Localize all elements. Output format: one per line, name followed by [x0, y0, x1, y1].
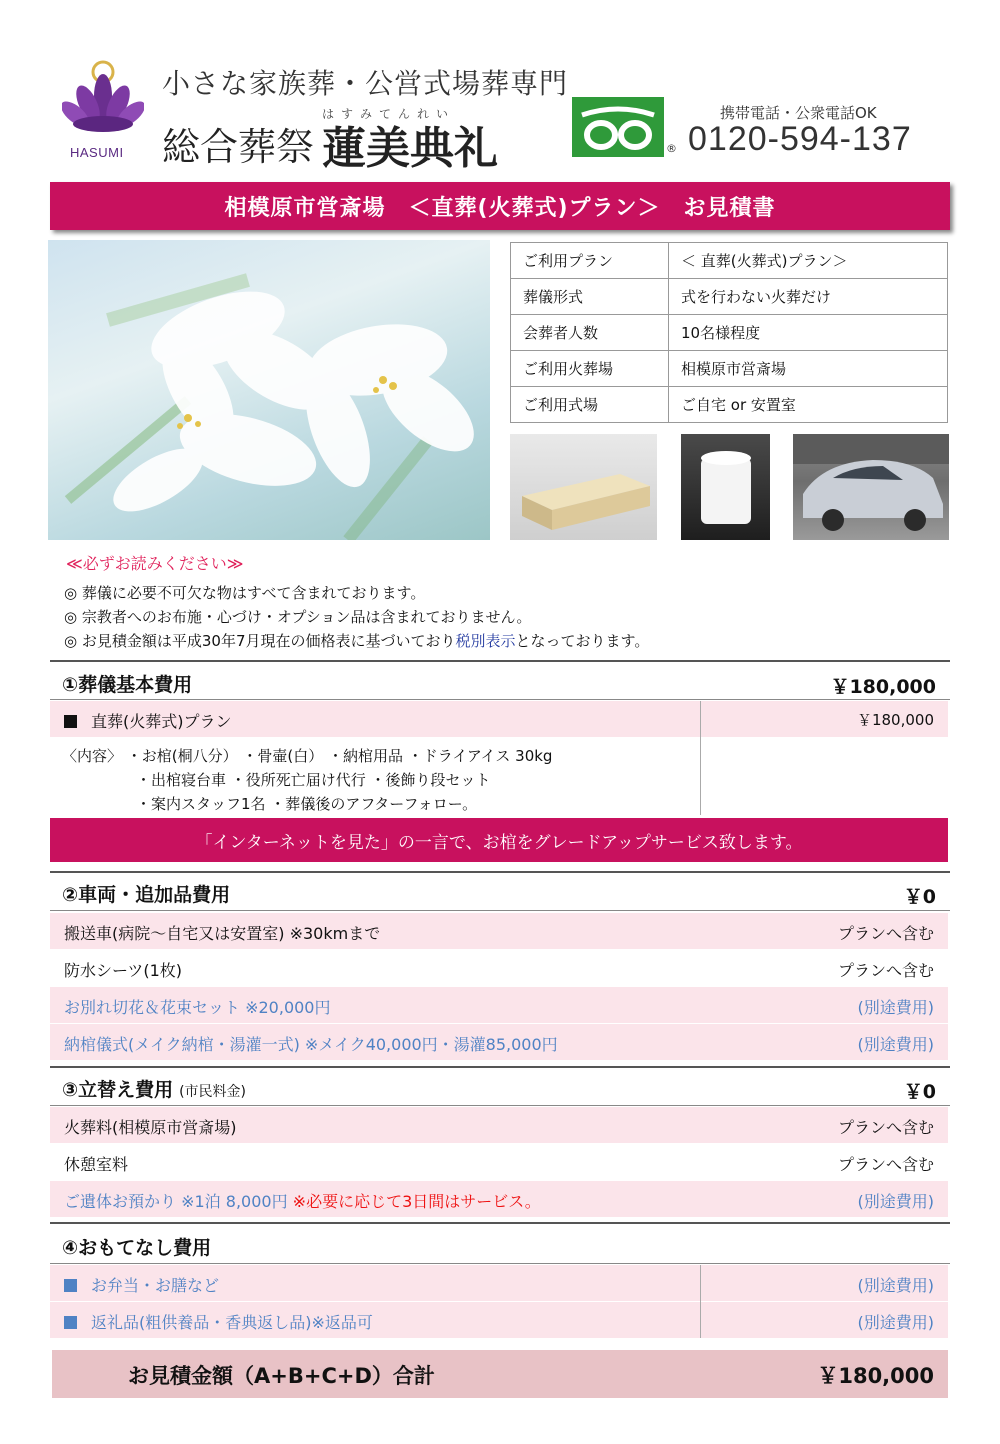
- table-row: [50, 1265, 948, 1301]
- table-row: [50, 1107, 948, 1143]
- service-note: ※必要に応じて3日間はサービス。: [292, 1192, 541, 1211]
- plan-value: 式を行わない火葬だけ: [669, 279, 948, 315]
- plan-summary-table: [510, 242, 948, 423]
- row-label: [64, 1189, 541, 1212]
- notice-title: ≪必ずお読みください≫: [66, 554, 244, 573]
- table-row: [511, 315, 948, 351]
- section-heading: ②車両・追加品費用: [62, 884, 231, 906]
- item-price: ￥180,000: [856, 711, 934, 729]
- table-row: [50, 701, 948, 737]
- total-value: ￥180,000: [817, 1364, 934, 1388]
- row-label-text: 返礼品(粗供養品・香典返し品)※返品可: [91, 1313, 373, 1332]
- row-value: (別途費用): [857, 1276, 934, 1295]
- square-bullet-icon: [64, 1279, 77, 1292]
- section-heading: [62, 1075, 246, 1102]
- notice-line: ◎ 宗教者へのお布施・心づけ・オプション品は含まれておりません。: [64, 608, 532, 626]
- total-label: お見積金額（A+B+C+D）合計: [128, 1364, 435, 1388]
- plan-contents: [50, 737, 948, 815]
- row-label: お別れ切花＆花束セット ※20,000円: [64, 998, 331, 1017]
- lily-flower-icon: [48, 240, 490, 540]
- square-bullet-icon: [64, 715, 77, 728]
- total-bar: [52, 1350, 948, 1398]
- plan-key: ご利用式場: [511, 387, 669, 423]
- table-row: [50, 950, 948, 986]
- row-label: 納棺儀式(メイク納棺・湯灌一式) ※メイク40,000円・湯灌85,000円: [64, 1035, 558, 1054]
- phone-number[interactable]: 0120-594-137: [688, 120, 912, 158]
- page-title: 相模原市営斎場 ＜直葬(火葬式)プラン＞ お見積書: [224, 195, 776, 221]
- divider: [50, 910, 950, 911]
- brand-ruby: はすみてんれい: [322, 107, 456, 121]
- divider: [50, 660, 950, 662]
- plan-value: 10名様程度: [669, 315, 948, 351]
- notice-line: [64, 630, 649, 651]
- row-value: (別途費用): [857, 1313, 934, 1332]
- notice-text: となっております。: [515, 632, 650, 650]
- row-value: (別途費用): [857, 998, 934, 1017]
- hearse-car-photo: [793, 434, 949, 540]
- row-value: プランへ含む: [837, 1118, 934, 1137]
- table-row: [50, 1024, 948, 1060]
- divider: [50, 1263, 950, 1264]
- row-label-text: ご遺体お預かり ※1泊 8,000円: [64, 1192, 288, 1211]
- table-row: [50, 987, 948, 1023]
- row-value: (別途費用): [857, 1035, 934, 1054]
- section-amount: ￥0: [903, 886, 936, 908]
- table-row: [50, 1302, 948, 1338]
- row-label: [64, 1273, 219, 1296]
- plan-value: ＜ 直葬(火葬式)プラン＞: [669, 243, 948, 279]
- square-bullet-icon: [64, 1316, 77, 1329]
- plan-key: ご利用プラン: [511, 243, 669, 279]
- section-amount: ￥0: [903, 1081, 936, 1103]
- item-label: 直葬(火葬式)プラン: [91, 712, 232, 731]
- promo-text: 「インターネットを見た」の一言で、お棺をグレードアップサービス致します。: [195, 832, 803, 853]
- section-subtitle: (市民料金): [179, 1084, 247, 1100]
- table-row: [50, 1181, 948, 1217]
- divider: [50, 1105, 950, 1106]
- registered-mark: ®: [666, 142, 677, 155]
- plan-value: 相模原市営斎場: [669, 351, 948, 387]
- row-label: 火葬料(相模原市営斎場): [64, 1118, 237, 1137]
- row-value: プランへ含む: [837, 961, 934, 980]
- notice-text: ◎ お見積金額は平成30年7月現在の価格表に基づいており: [64, 632, 456, 650]
- content-line: ・案内スタッフ1名 ・葬儀後のアフターフォロー。: [136, 795, 478, 813]
- promo-banner: [50, 818, 948, 862]
- row-label: 搬送車(病院～自宅又は安置室) ※30kmまで: [64, 924, 381, 943]
- tax-note: 税別表示: [455, 632, 516, 650]
- freedial-icon: [572, 97, 664, 157]
- table-row: [50, 913, 948, 949]
- column-divider: [700, 1265, 701, 1338]
- section-amount: ￥180,000: [830, 676, 936, 698]
- table-row: [511, 279, 948, 315]
- row-label: [64, 709, 232, 732]
- coffin-photo: [510, 434, 657, 540]
- logo-wordmark: HASUMI: [70, 145, 124, 160]
- row-label: [64, 1310, 373, 1333]
- plan-value: ご自宅 or 安置室: [669, 387, 948, 423]
- section-heading: ④おもてなし費用: [62, 1237, 212, 1259]
- table-row: [511, 387, 948, 423]
- divider: [50, 1222, 950, 1224]
- divider: [50, 871, 950, 873]
- row-value: (別途費用): [857, 1192, 934, 1211]
- row-value: プランへ含む: [837, 1155, 934, 1174]
- content-line: 〈内容〉 ・お棺(桐八分） ・骨壷(白） ・納棺用品 ・ドライアイス 30kg: [62, 747, 553, 765]
- plan-key: 会葬者人数: [511, 315, 669, 351]
- table-row: [511, 243, 948, 279]
- plan-key: ご利用火葬場: [511, 351, 669, 387]
- title-banner: [50, 182, 950, 230]
- row-label: 防水シーツ(1枚): [64, 961, 183, 980]
- lily-photo: [48, 240, 490, 540]
- brand-name: 蓮美典礼: [322, 123, 498, 174]
- row-label-text: お弁当・お膳など: [91, 1276, 220, 1295]
- table-row: [511, 351, 948, 387]
- table-row: [50, 1144, 948, 1180]
- divider: [50, 699, 950, 700]
- divider: [50, 1066, 950, 1068]
- content-line: ・出棺寝台車 ・役所死亡届け代行 ・後飾り段セット: [136, 771, 491, 789]
- section-title: ③立替え費用: [62, 1079, 174, 1101]
- row-value: プランへ含む: [837, 924, 934, 943]
- plan-key: 葬儀形式: [511, 279, 669, 315]
- tagline: 小さな家族葬・公営式場葬専門: [162, 67, 569, 100]
- brand-main: 総合葬祭: [162, 125, 315, 169]
- section-heading: ①葬儀基本費用: [62, 674, 193, 696]
- notice-line: ◎ 葬儀に必要不可欠な物はすべて含まれております。: [64, 584, 426, 602]
- row-label: 休憩室料: [64, 1155, 129, 1174]
- urn-photo: [681, 434, 770, 540]
- phone-note: 携帯電話・公衆電話OK: [720, 104, 877, 122]
